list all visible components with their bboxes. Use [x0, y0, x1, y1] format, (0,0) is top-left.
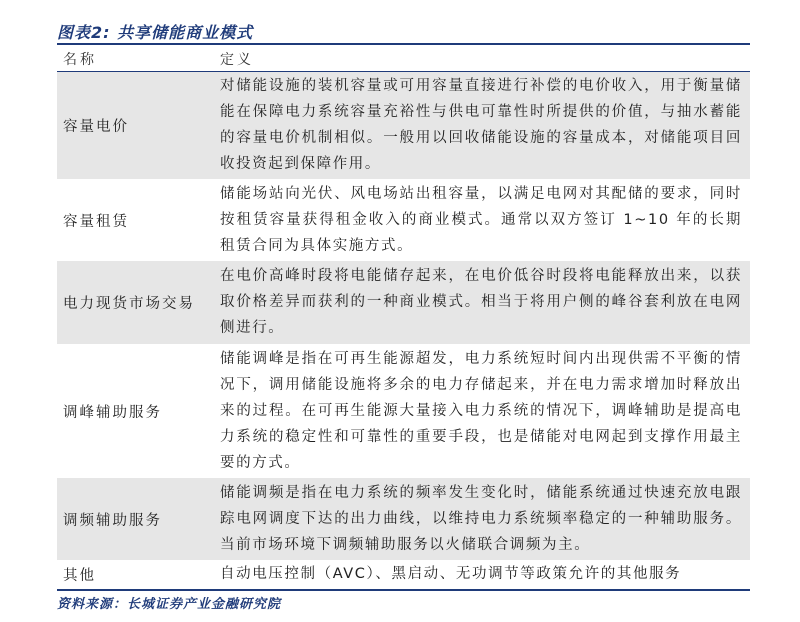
row-definition: 对储能设施的装机容量或可用容量直接进行补偿的电价收入，用于衡量储能在保障电力系统容量充裕性与供电可靠性时所提供的价值，与抽水蓄能的容量电价机制相似。一般用以回收储能设施的容量成本，对储能项目回收投资起到保障作用。 [220, 78, 742, 172]
table-row [57, 72, 750, 179]
table-row [57, 261, 750, 344]
row-name: 调频辅助服务 [63, 513, 162, 529]
header-definition: 定义 [220, 52, 254, 68]
table-header [57, 45, 750, 71]
figure-title: 图表2: 共享储能商业模式 [57, 23, 254, 42]
row-definition: 储能调峰是指在可再生能源超发，电力系统短时间内出现供需不平衡的情况下，调用储能设施将多余的电力存储起来，并在电力需求增加时释放出来的过程。在可再生能源大量接入电力系统的情况下，调峰辅助是提高电力系统的稳定性和可靠性的重要手段，也是储能对电网起到支撑作用最主要的方式。 [220, 351, 742, 471]
table-bottom-rule [57, 589, 750, 591]
table-row [57, 478, 750, 560]
row-name: 其他 [63, 568, 96, 584]
row-name: 容量电价 [63, 119, 129, 135]
source-note: 资料来源：长城证券产业金融研究院 [57, 597, 282, 612]
row-definition: 在电价高峰时段将电能储存起来，在电价低谷时段将电能释放出来，以获取价格差异而获利的一种商业模式。相当于将用户侧的峰谷套利放在电网侧进行。 [220, 268, 742, 336]
row-definition: 储能场站向光伏、风电场站出租容量，以满足电网对其配储的要求，同时按租赁容量获得租金收入的商业模式。通常以双方签订 1~10 年的长期租赁合同为具体实施方式。 [220, 186, 742, 254]
row-name: 容量租赁 [63, 214, 129, 230]
row-definition: 储能调频是指在电力系统的频率发生变化时，储能系统通过快速充放电跟踪电网调度下达的出力曲线，以维持电力系统频率稳定的一种辅助服务。当前市场环境下调频辅助服务以火储联合调频为主。 [220, 485, 742, 553]
header-name: 名称 [63, 52, 97, 68]
row-name: 电力现货市场交易 [63, 296, 195, 312]
row-definition: 自动电压控制（AVC）、黑启动、无功调节等政策允许的其他服务 [220, 566, 682, 582]
table-row [57, 344, 750, 478]
table-row [57, 179, 750, 261]
table-row [57, 560, 750, 589]
row-name: 调峰辅助服务 [63, 405, 162, 421]
